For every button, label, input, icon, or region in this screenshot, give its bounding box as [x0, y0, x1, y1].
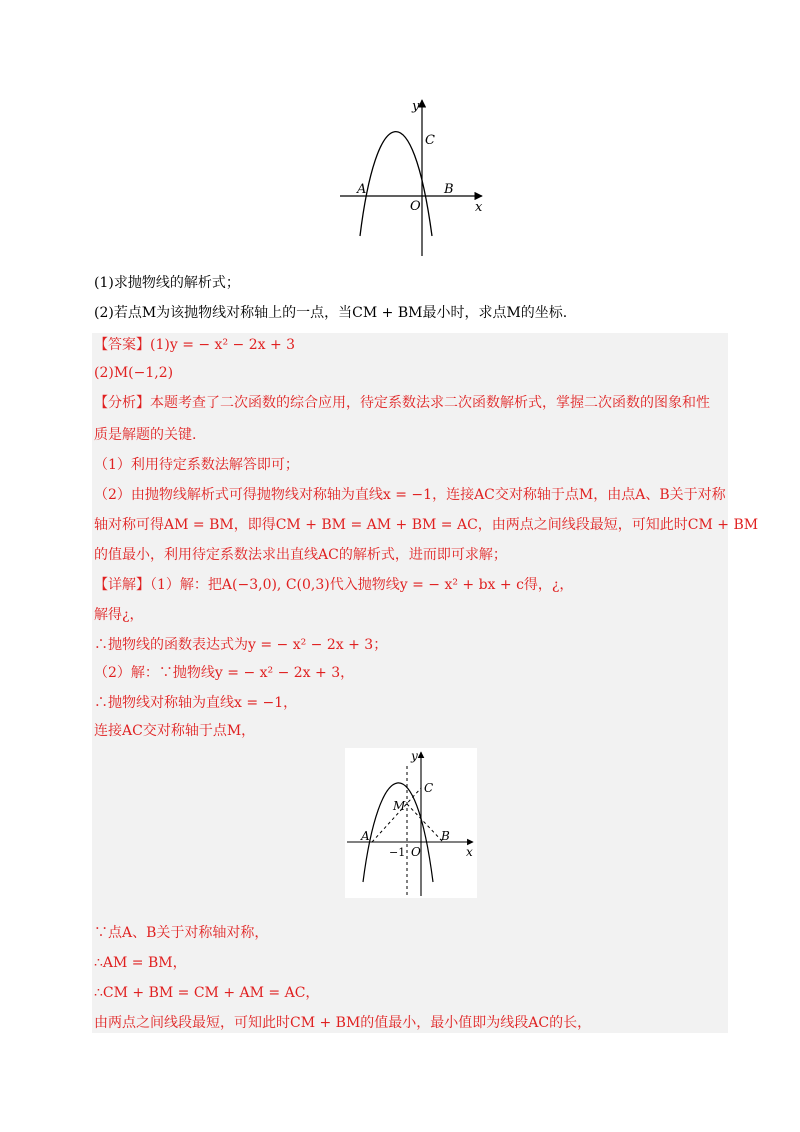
- segment-ac: [372, 788, 421, 842]
- neg-one-label: −1: [389, 846, 406, 859]
- point-b-label: B: [444, 182, 454, 197]
- parabola-curve: [360, 132, 432, 236]
- point-a-label: A: [361, 829, 370, 843]
- detail-line-1: 【详解】（1）解：把A(−3,0), C(0,3)代入抛物线y = − x² + bx + c得，¿，: [94, 577, 574, 593]
- parabola-curve: [363, 783, 433, 882]
- parabola-svg: [336, 96, 486, 261]
- detail-line-6: 连接AC交对称轴于点M，: [94, 723, 256, 739]
- detail-line-10: 由两点之间线段最短，可知此时CM + BM的值最小，最小值即为线段AC的长，: [94, 1015, 592, 1031]
- analysis-step-2c: 的值最小，利用待定系数法求出直线AC的解析式，进而即可求解；: [94, 547, 507, 563]
- analysis-step-1: （1）利用待定系数法解答即可；: [94, 457, 299, 473]
- origin-label: O: [411, 845, 421, 859]
- x-label: x: [475, 200, 483, 215]
- question-1: (1)求抛物线的解析式；: [94, 275, 240, 291]
- analysis-line-1: 【分析】本题考查了二次函数的综合应用，待定系数法求二次函数解析式，掌握二次函数的图象和性: [94, 395, 710, 411]
- point-a-label: A: [357, 182, 367, 197]
- answer-block: [92, 333, 759, 1033]
- y-label: y: [411, 749, 418, 763]
- parabola-figure: [336, 96, 486, 261]
- point-b-label: B: [441, 829, 450, 843]
- analysis-step-2b: 轴对称可得AM = BM，即得CM + BM = AM + BM = AC，由两点之间线段最短，可知此时CM + BM: [94, 517, 759, 533]
- analysis-step-2a: （2）由抛物线解析式可得抛物线对称轴为直线x = −1，连接AC交对称轴于点M，由点A、B关于对称: [94, 487, 726, 503]
- point-c-label: C: [424, 781, 434, 795]
- point-c-label: C: [425, 133, 435, 148]
- detail-line-9: ∴CM + BM = CM + AM = AC，: [94, 985, 320, 1001]
- question-2: (2)若点M为该抛物线对称轴上的一点，当CM + BM最小时，求点M的坐标.: [94, 305, 568, 321]
- answer-2: (2)M(−1,2): [94, 365, 174, 381]
- detail-line-2: 解得¿，: [94, 607, 144, 623]
- answer-1: 【答案】(1)y = − x² − 2x + 3: [94, 337, 296, 353]
- analysis-line-2: 质是解题的关键.: [94, 427, 197, 443]
- detail-line-3: ∴抛物线的函数表达式为y = − x² − 2x + 3；: [94, 637, 388, 653]
- point-m-label: M: [393, 799, 406, 813]
- solution-svg: [345, 748, 477, 898]
- detail-line-4: （2）解：∵抛物线y = − x² − 2x + 3，: [94, 665, 355, 681]
- detail-line-8: ∴AM = BM，: [94, 955, 187, 971]
- x-label: x: [466, 845, 473, 859]
- detail-line-7: ∵点A、B关于对称轴对称，: [94, 925, 269, 941]
- origin-label: O: [410, 199, 421, 214]
- solution-figure: [345, 748, 477, 898]
- y-label: y: [412, 99, 420, 114]
- detail-line-5: ∴抛物线对称轴为直线x = −1，: [94, 695, 298, 711]
